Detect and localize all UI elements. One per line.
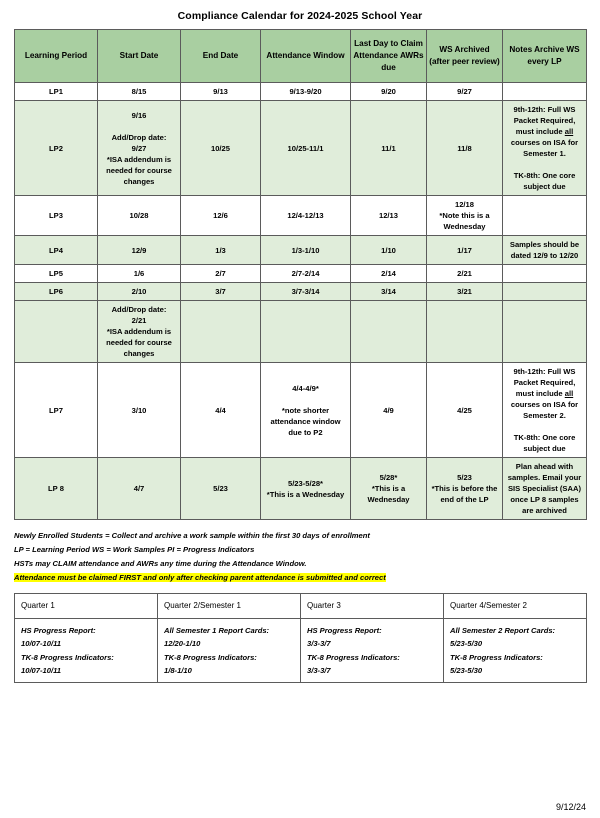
table-cell: 3/14 [351, 283, 427, 301]
table-cell: 4/4 [181, 363, 261, 458]
table-row [15, 265, 587, 283]
column-header-start-date: Start Date [98, 30, 181, 83]
table-cell: 4/9 [351, 363, 427, 458]
column-header-end-date: End Date [181, 30, 261, 83]
table-cell: 5/23 [181, 458, 261, 520]
date-stamp: 9/12/24 [555, 802, 586, 812]
quarter-header-3: Quarter 3 [301, 594, 444, 619]
table-cell [351, 301, 427, 363]
table-cell: 1/3 [181, 236, 261, 265]
cell-notes: 9th-12th: Full WS Packet Required, must include all courses on ISA for Semester 1. TK-8th: One core subject due [503, 101, 587, 196]
table-header-row [15, 30, 587, 83]
table-cell: 12/13 [351, 196, 427, 236]
footnotes [14, 529, 586, 585]
table-cell [15, 301, 98, 363]
table-cell: LP7 [15, 363, 98, 458]
column-header-ws-archived: WS Archived (after peer review) [427, 30, 503, 83]
table-cell: 12/6 [181, 196, 261, 236]
quarters-content-row [15, 619, 587, 683]
footnote-line: LP = Learning Period WS = Work Samples PI = Progress Indicators [14, 545, 255, 555]
table-row [15, 283, 587, 301]
table-cell: 2/7 [181, 265, 261, 283]
cell-notes [503, 301, 587, 363]
quarter-cell-1: HS Progress Report: 10/07-10/11 TK-8 Progress Indicators: 10/07-10/11 [15, 619, 158, 683]
table-cell: LP6 [15, 283, 98, 301]
table-cell: 10/25-11/1 [261, 101, 351, 196]
table-cell: 2/7-2/14 [261, 265, 351, 283]
cell-notes [503, 265, 587, 283]
table-cell: 1/10 [351, 236, 427, 265]
column-header-last-day-claim: Last Day to Claim Attendance AWRs due [351, 30, 427, 83]
cell-notes: 9th-12th: Full WS Packet Required, must include all courses on ISA for Semester 2. TK-8th: One core subject due [503, 363, 587, 458]
table-cell: 11/1 [351, 101, 427, 196]
table-cell: 3/10 [98, 363, 181, 458]
table-cell: 10/28 [98, 196, 181, 236]
table-row [15, 101, 587, 196]
quarter-header-1: Quarter 1 [15, 594, 158, 619]
table-cell: 5/23 *This is before the end of the LP [427, 458, 503, 520]
table-cell: 5/28* *This is a Wednesday [351, 458, 427, 520]
table-row [15, 196, 587, 236]
table-cell: 2/14 [351, 265, 427, 283]
table-body [15, 83, 587, 520]
table-cell: 3/7 [181, 283, 261, 301]
table-cell: 9/27 [427, 83, 503, 101]
quarter-header-4: Quarter 4/Semester 2 [444, 594, 587, 619]
footnote-line: Attendance must be claimed FIRST and only after checking parent attendance is submitted and correct [14, 573, 386, 583]
table-cell: 2/10 [98, 283, 181, 301]
column-header-notes: Notes Archive WS every LP [503, 30, 587, 83]
table-cell: 4/4-4/9* *note shorter attendance window due to P2 [261, 363, 351, 458]
table-cell: 1/6 [98, 265, 181, 283]
cell-notes [503, 83, 587, 101]
table-cell: LP 8 [15, 458, 98, 520]
table-cell: 1/3-1/10 [261, 236, 351, 265]
compliance-calendar-table [14, 29, 587, 520]
table-cell: 9/13 [181, 83, 261, 101]
table-row [15, 236, 587, 265]
table-cell: LP2 [15, 101, 98, 196]
table-cell: 8/15 [98, 83, 181, 101]
table-row [15, 458, 587, 520]
table-cell: 12/4-12/13 [261, 196, 351, 236]
quarter-header-2: Quarter 2/Semester 1 [158, 594, 301, 619]
table-cell: 5/23-5/28* *This is a Wednesday [261, 458, 351, 520]
column-header-learning-period: Learning Period [15, 30, 98, 83]
table-cell: LP5 [15, 265, 98, 283]
table-cell: LP1 [15, 83, 98, 101]
cell-notes [503, 196, 587, 236]
quarters-header-row [15, 594, 587, 619]
column-header-attendance-window: Attendance Window [261, 30, 351, 83]
table-cell: 9/20 [351, 83, 427, 101]
table-cell [427, 301, 503, 363]
table-cell: 9/16 Add/Drop date: 9/27 *ISA addendum is needed for course changes [98, 101, 181, 196]
table-cell: LP3 [15, 196, 98, 236]
table-cell: 3/21 [427, 283, 503, 301]
table-row [15, 83, 587, 101]
footnote-line: Newly Enrolled Students = Collect and archive a work sample within the first 30 days of enrollment [14, 531, 370, 540]
table-cell [181, 301, 261, 363]
table-cell: 1/17 [427, 236, 503, 265]
cell-notes: Plan ahead with samples. Email your SIS Specialist (SAA) once LP 8 samples are archived [503, 458, 587, 520]
table-row [15, 363, 587, 458]
quarter-cell-3: HS Progress Report: 3/3-3/7 TK-8 Progress Indicators: 3/3-3/7 [301, 619, 444, 683]
table-cell: 3/7-3/14 [261, 283, 351, 301]
table-row [15, 301, 587, 363]
page-title: Compliance Calendar for 2024-2025 School Year [177, 10, 423, 22]
quarter-cell-2: All Semester 1 Report Cards: 12/20-1/10 TK-8 Progress Indicators: 1/8-1/10 [158, 619, 301, 683]
footnote-line: HSTs may CLAIM attendance and AWRs any time during the Attendance Window. [14, 559, 307, 569]
table-cell: 4/25 [427, 363, 503, 458]
table-cell [261, 301, 351, 363]
quarter-cell-4: All Semester 2 Report Cards: 5/23-5/30 TK-8 Progress Indicators: 5/23-5/30 [444, 619, 587, 683]
table-cell: 2/21 [427, 265, 503, 283]
quarters-table [14, 593, 587, 683]
table-cell: 4/7 [98, 458, 181, 520]
cell-notes [503, 283, 587, 301]
table-cell: 10/25 [181, 101, 261, 196]
cell-notes: Samples should be dated 12/9 to 12/20 [503, 236, 587, 265]
table-cell: 12/9 [98, 236, 181, 265]
table-cell: 11/8 [427, 101, 503, 196]
table-cell: Add/Drop date: 2/21 *ISA addendum is needed for course changes [98, 301, 181, 363]
table-cell: LP4 [15, 236, 98, 265]
table-cell: 12/18 *Note this is a Wednesday [427, 196, 503, 236]
table-cell: 9/13-9/20 [261, 83, 351, 101]
